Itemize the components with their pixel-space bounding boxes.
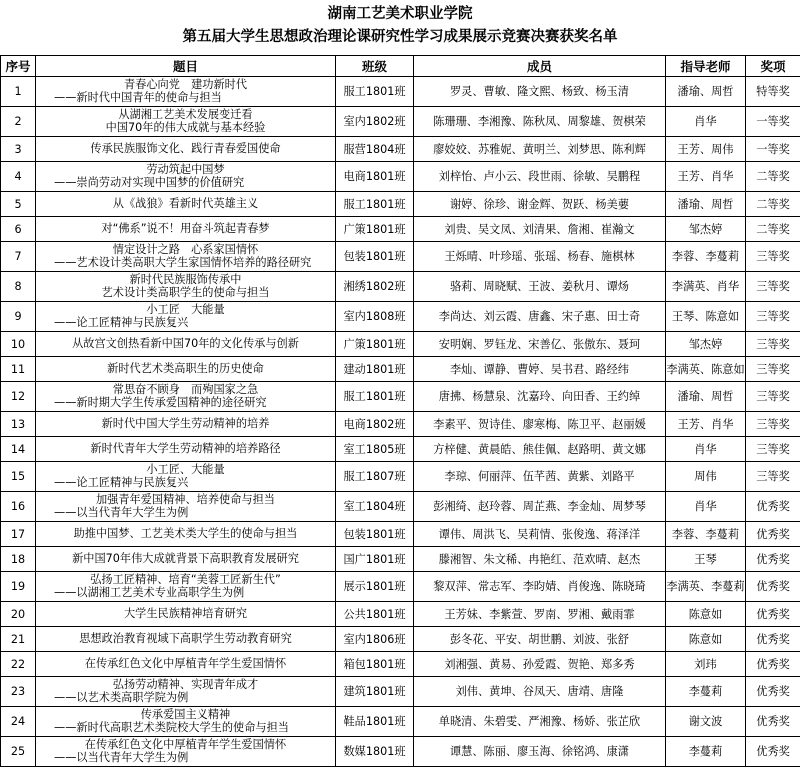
table-row [1,242,800,272]
row-topic [36,462,336,492]
row-award: 三等奖 [746,332,800,357]
row-number: 21 [1,627,36,652]
topic-line: 新时代青年大学生劳动精神的培养路径 [36,443,335,456]
row-number: 2 [1,107,36,137]
row-award: 三等奖 [746,412,800,437]
row-number: 23 [1,677,36,707]
row-award: 三等奖 [746,437,800,462]
award-table-body [1,77,800,767]
row-award: 三等奖 [746,242,800,272]
row-topic [36,382,336,412]
row-members: 王芳妹、李紫萱、罗南、罗湘、戴雨霏 [414,602,666,627]
row-teacher: 李蔓莉 [666,677,746,707]
row-members: 刘伟、黄坤、谷凤天、唐靖、唐隆 [414,677,666,707]
award-table [0,55,800,767]
row-award: 优秀奖 [746,627,800,652]
topic-line: 小工匠、大能量 [36,464,335,477]
row-topic [36,737,336,767]
table-row [1,192,800,217]
row-number: 16 [1,492,36,522]
row-teacher: 李满英、肖华 [666,272,746,302]
row-award: 优秀奖 [746,737,800,767]
table-row [1,677,800,707]
row-class: 室内1806班 [336,627,414,652]
row-class: 展示1801班 [336,572,414,602]
row-topic [36,242,336,272]
row-members: 唐拂、杨慧泉、沈嘉玲、向田香、王约绰 [414,382,666,412]
topic-line: 从故宫文创热看新中国70年的文化传承与创新 [36,338,335,351]
row-topic [36,412,336,437]
row-members: 李尚达、刘云霞、唐鑫、宋子惠、田士奇 [414,302,666,332]
row-class: 包装1801班 [336,242,414,272]
row-teacher: 王芳、肖华 [666,412,746,437]
row-teacher: 邹杰婷 [666,332,746,357]
row-award: 二等奖 [746,217,800,242]
row-award: 优秀奖 [746,707,800,737]
row-number: 1 [1,77,36,107]
row-class: 箱包1801班 [336,652,414,677]
row-award: 三等奖 [746,357,800,382]
row-number: 6 [1,217,36,242]
row-members: 骆莉、周晓赋、王波、姜秋月、谭炀 [414,272,666,302]
row-topic [36,302,336,332]
table-row [1,162,800,192]
row-class: 包装1801班 [336,522,414,547]
row-award: 三等奖 [746,272,800,302]
row-teacher: 邹杰婷 [666,217,746,242]
row-teacher: 王芳、周伟 [666,137,746,162]
row-award: 一等奖 [746,137,800,162]
row-number: 3 [1,137,36,162]
table-row [1,602,800,627]
topic-subline: ——论工匠精神与民族复兴 [36,317,335,330]
row-topic [36,547,336,572]
row-teacher: 肖华 [666,107,746,137]
row-teacher: 李满英、陈意如 [666,357,746,382]
row-topic [36,192,336,217]
row-topic [36,437,336,462]
table-row [1,492,800,522]
row-class: 广策1801班 [336,332,414,357]
row-members: 廖姣姣、苏雅妮、黄明兰、刘梦思、陈利辉 [414,137,666,162]
table-row [1,707,800,737]
row-class: 服工1801班 [336,192,414,217]
row-topic [36,707,336,737]
row-number: 4 [1,162,36,192]
header-award: 奖项 [746,56,800,77]
row-teacher: 潘瑜、周哲 [666,192,746,217]
row-topic [36,652,336,677]
table-row [1,737,800,767]
row-class: 室内1808班 [336,302,414,332]
row-teacher: 周伟 [666,462,746,492]
table-row [1,332,800,357]
row-class: 服工1801班 [336,77,414,107]
row-award: 二等奖 [746,192,800,217]
header-topic: 题目 [36,56,336,77]
row-teacher: 李满英、李蔓莉 [666,572,746,602]
topic-line: 加强青年爱国精神、培养使命与担当 [36,494,335,507]
topic-subline: ——新时期大学生传承爱国精神的途径研究 [36,397,335,410]
row-class: 服工1807班 [336,462,414,492]
row-award: 优秀奖 [746,652,800,677]
row-members: 李灿、谭静、曹婷、吴书君、路经纬 [414,357,666,382]
topic-line: 小工匠 大能量 [36,304,335,317]
topic-line: 新时代中国大学生劳动精神的培养 [36,418,335,431]
row-topic [36,217,336,242]
row-number: 25 [1,737,36,767]
row-award: 优秀奖 [746,572,800,602]
row-members: 彭湘绮、赵玲蓉、周芷燕、李金灿、周梦琴 [414,492,666,522]
row-award: 优秀奖 [746,492,800,522]
row-topic [36,522,336,547]
row-award: 三等奖 [746,382,800,412]
topic-subline: ——以当代青年大学生为例 [36,752,335,765]
topic-line: 助推中国梦、工艺美术类大学生的使命与担当 [36,528,335,541]
row-number: 11 [1,357,36,382]
table-row [1,572,800,602]
row-teacher: 王芳、肖华 [666,162,746,192]
table-row [1,462,800,492]
row-number: 19 [1,572,36,602]
topic-subline: ——崇尚劳动对实现中国梦的价值研究 [36,177,335,190]
row-members: 刘贵、吴文凤、刘清果、詹湘、崔瀚文 [414,217,666,242]
table-row [1,272,800,302]
row-class: 服营1804班 [336,137,414,162]
row-class: 鞋品1801班 [336,707,414,737]
topic-subline: ——艺术设计类高职大学生家国情怀培养的路径研究 [36,257,335,270]
topic-line: 情定设计之路 心系家国情怀 [36,244,335,257]
row-class: 室工1805班 [336,437,414,462]
row-award: 一等奖 [746,107,800,137]
topic-line: 新中国70年伟大成就背景下高职教育发展研究 [36,553,335,566]
row-class: 室内1802班 [336,107,414,137]
topic-subline: 中国70年的伟大成就与基本经验 [36,122,335,135]
table-row [1,412,800,437]
header-no: 序号 [1,56,36,77]
topic-line: 弘扬劳动精神、实现青年成才 [36,679,335,692]
topic-subline: 艺术设计类高职学生的使命与担当 [36,287,335,300]
row-award: 二等奖 [746,162,800,192]
row-class: 建筑1801班 [336,677,414,707]
topic-line: 传承民族服饰文化、践行青春爱国使命 [36,143,335,156]
row-members: 王烁晴、叶珍瑶、张瑶、杨春、施棋林 [414,242,666,272]
row-members: 方梓健、黄晨皓、熊佳佩、赵路明、黄文娜 [414,437,666,462]
table-row [1,107,800,137]
table-row [1,652,800,677]
topic-subline: ——以当代青年大学生为例 [36,507,335,520]
topic-line: 常思奋不顾身 而殉国家之急 [36,384,335,397]
row-members: 彭冬花、平安、胡世鹏、刘波、张舒 [414,627,666,652]
row-number: 17 [1,522,36,547]
row-members: 谭伟、周洪飞、吴莉情、张俊逸、蒋泽洋 [414,522,666,547]
row-number: 10 [1,332,36,357]
topic-subline: ——以湖湘工艺美术专业高职学生为例 [36,587,335,600]
topic-line: 对“佛系”说不！用奋斗筑起青春梦 [36,223,335,236]
topic-line: 思想政治教育视域下高职学生劳动教育研究 [36,633,335,646]
row-number: 15 [1,462,36,492]
table-row [1,357,800,382]
row-members: 陈珊珊、李湘豫、陈秋凤、周黎雄、贺棋荣 [414,107,666,137]
topic-subline: ——新时代高职艺术类院校大学生的使命与担当 [36,722,335,735]
table-row [1,547,800,572]
row-number: 12 [1,382,36,412]
row-topic [36,492,336,522]
table-row [1,437,800,462]
row-members: 谢婷、徐珍、谢金辉、贺跃、杨美葽 [414,192,666,217]
row-number: 14 [1,437,36,462]
table-header-row [1,56,800,77]
topic-subline: ——新时代中国青年的使命与担当 [36,92,335,105]
row-teacher: 潘瑜、周哲 [666,382,746,412]
topic-subline: ——以艺术类高职学院为例 [36,692,335,705]
table-row [1,382,800,412]
row-class: 广策1801班 [336,217,414,242]
row-topic [36,107,336,137]
row-class: 电商1802班 [336,412,414,437]
table-row [1,302,800,332]
row-topic [36,137,336,162]
row-members: 黎双萍、常志军、李昀婧、肖俊逸、陈晓琦 [414,572,666,602]
header-members: 成员 [414,56,666,77]
topic-subline: ——论工匠精神与民族复兴 [36,477,335,490]
row-members: 安明娴、罗钰龙、宋善亿、张傲东、聂珂 [414,332,666,357]
table-row [1,77,800,107]
row-topic [36,677,336,707]
row-topic [36,357,336,382]
row-members: 滕湘智、朱文稀、冉艳红、范欢晴、赵杰 [414,547,666,572]
row-members: 刘湘强、黄易、孙爱霞、贺艳、郑多秀 [414,652,666,677]
row-teacher: 潘瑜、周哲 [666,77,746,107]
row-number: 13 [1,412,36,437]
row-number: 8 [1,272,36,302]
row-number: 5 [1,192,36,217]
row-teacher: 王琴 [666,547,746,572]
document-title: 第五届大学生思想政治理论课研究性学习成果展示竞赛决赛获奖名单 [0,28,800,46]
table-row [1,522,800,547]
row-teacher: 肖华 [666,437,746,462]
row-number: 9 [1,302,36,332]
row-topic [36,572,336,602]
row-class: 湘绣1802班 [336,272,414,302]
row-award: 优秀奖 [746,547,800,572]
row-members: 李素平、贺诗佳、廖寒梅、陈卫平、赵丽媛 [414,412,666,437]
row-number: 18 [1,547,36,572]
topic-line: 新时代民族服饰传承中 [36,274,335,287]
topic-line: 从《战狼》看新时代英雄主义 [36,198,335,211]
topic-line: 传承爱国主义精神 [36,709,335,722]
row-teacher: 陈意如 [666,602,746,627]
header-class: 班级 [336,56,414,77]
row-award: 优秀奖 [746,602,800,627]
row-members: 单晓清、朱碧雯、严湘豫、杨娇、张芷欣 [414,707,666,737]
row-teacher: 肖华 [666,492,746,522]
row-teacher: 谢文波 [666,707,746,737]
row-topic [36,77,336,107]
row-class: 公共1801班 [336,602,414,627]
row-topic [36,602,336,627]
topic-line: 从湖湘工艺美术发展变迁看 [36,109,335,122]
row-award: 三等奖 [746,302,800,332]
topic-line: 劳动筑起中国梦 [36,164,335,177]
row-teacher: 李蓉、李蔓莉 [666,242,746,272]
row-number: 24 [1,707,36,737]
row-class: 服工1801班 [336,382,414,412]
row-teacher: 李蓉、李蔓莉 [666,522,746,547]
row-class: 电商1801班 [336,162,414,192]
row-class: 国广1801班 [336,547,414,572]
row-number: 22 [1,652,36,677]
row-members: 谭慧、陈丽、廖玉海、徐铭鸿、康潇 [414,737,666,767]
school-name: 湖南工艺美术职业学院 [0,5,800,23]
row-members: 刘梓怡、卢小云、段世雨、徐敏、吴鹏程 [414,162,666,192]
topic-line: 弘扬工匠精神、培育“美蓉工匠新生代” [36,574,335,587]
row-teacher: 王琴、陈意如 [666,302,746,332]
topic-line: 青春心向党 建功新时代 [36,79,335,92]
row-award: 优秀奖 [746,677,800,707]
row-topic [36,272,336,302]
row-topic [36,162,336,192]
row-teacher: 李蔓莉 [666,737,746,767]
row-award: 优秀奖 [746,522,800,547]
row-teacher: 陈意如 [666,627,746,652]
table-row [1,137,800,162]
topic-line: 大学生民族精神培育研究 [36,608,335,621]
topic-line: 新时代艺术类高职生的历史使命 [36,363,335,376]
row-class: 建动1801班 [336,357,414,382]
row-number: 7 [1,242,36,272]
row-teacher: 刘玮 [666,652,746,677]
table-row [1,627,800,652]
row-topic [36,627,336,652]
row-class: 数媒1801班 [336,737,414,767]
table-row [1,217,800,242]
row-award: 三等奖 [746,462,800,492]
row-class: 室工1804班 [336,492,414,522]
row-number: 20 [1,602,36,627]
row-award: 特等奖 [746,77,800,107]
row-members: 罗灵、曹敏、隆文熙、杨致、杨玉清 [414,77,666,107]
header-teacher: 指导老师 [666,56,746,77]
topic-line: 在传承红色文化中厚植青年学生爱国情怀 [36,739,335,752]
row-members: 李琼、何丽萍、伍芊茜、黄紫、刘路平 [414,462,666,492]
row-topic [36,332,336,357]
topic-line: 在传承红色文化中厚植青年学生爱国情怀 [36,658,335,671]
